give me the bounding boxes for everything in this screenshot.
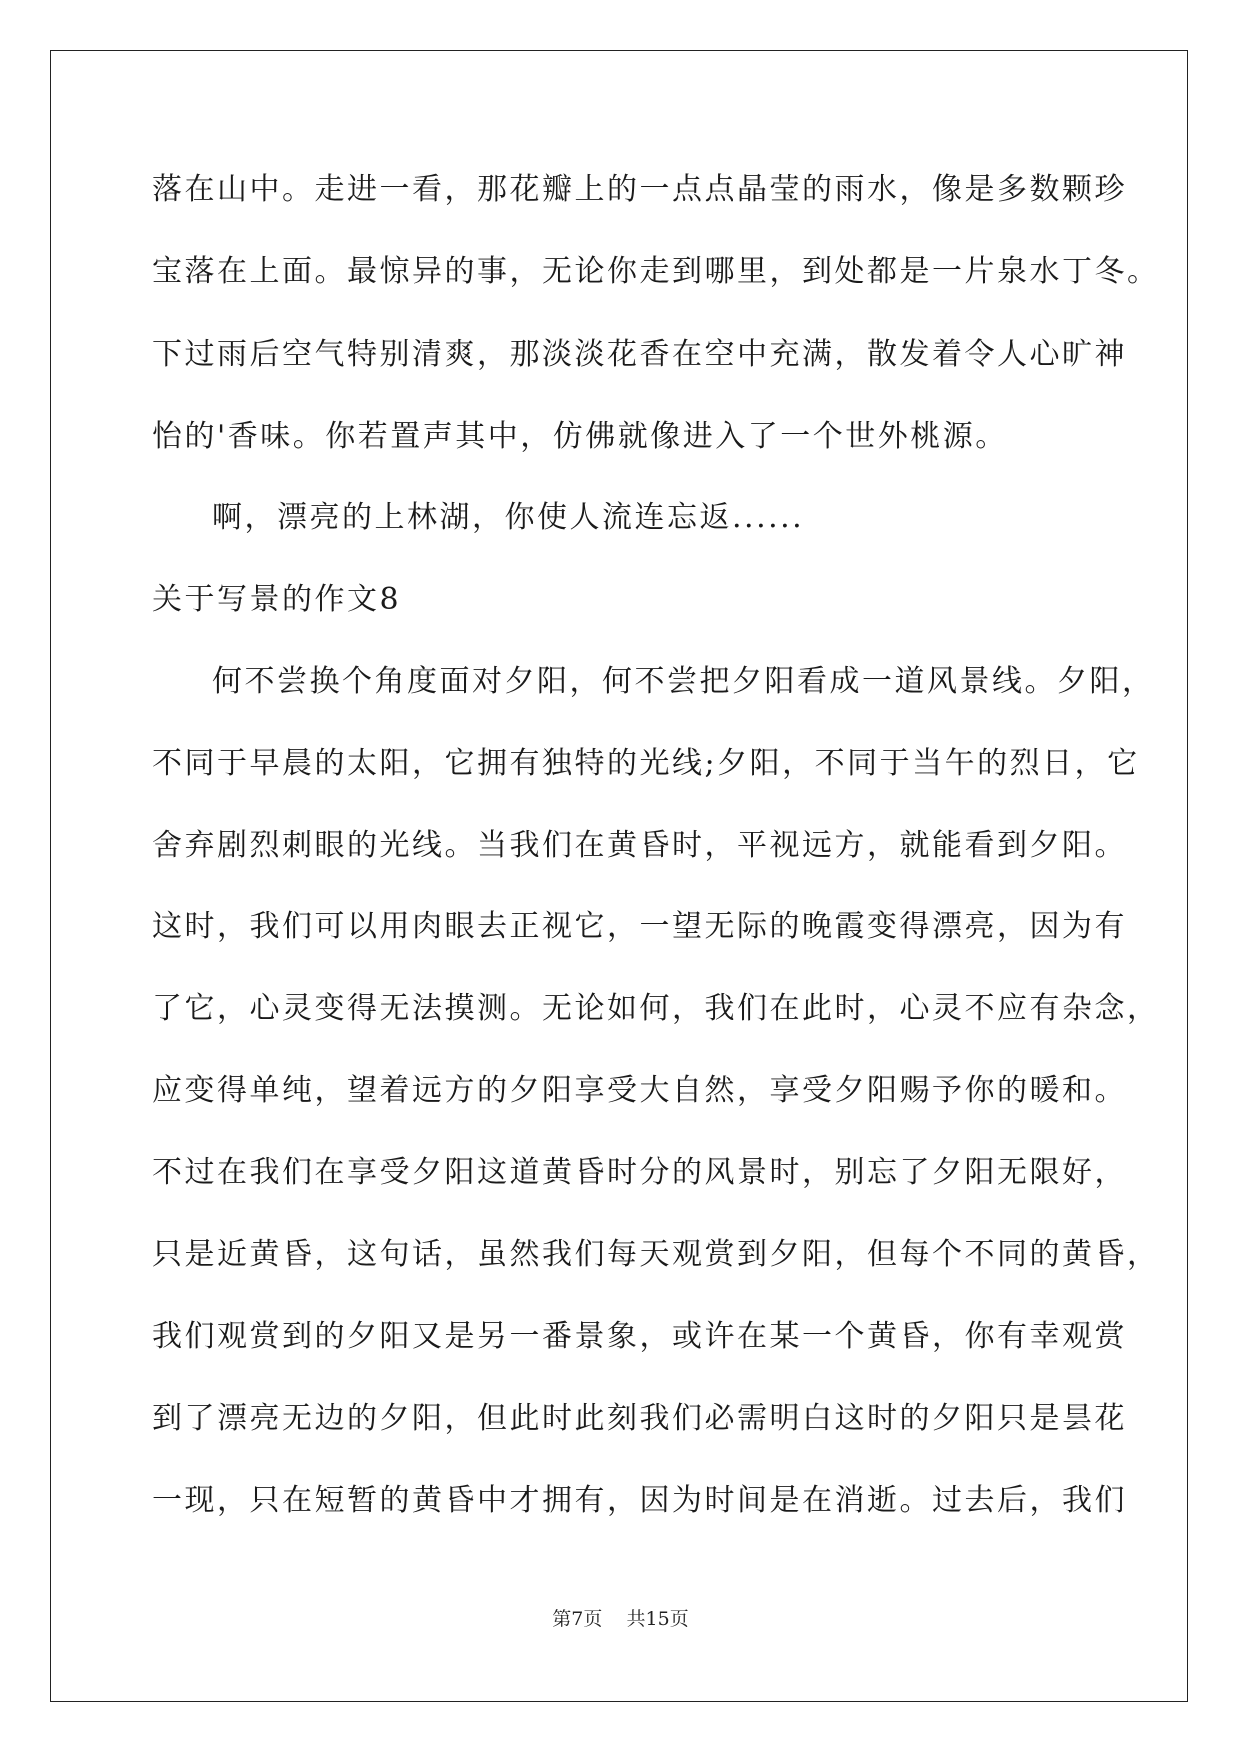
page-border [50,50,1188,1702]
text-line: 宝落在上面。最惊异的事，无论你走到哪里，到处都是一片泉水丁冬。 [152,254,1160,289]
paragraph-line: 啊，漂亮的上林湖，你使人流连忘返...... [212,500,805,535]
section-heading: 关于写景的作文8 [152,582,402,617]
total-pages: 共15页 [626,1608,689,1630]
text-line: 了它，心灵变得无法摸测。无论如何，我们在此时，心灵不应有杂念， [152,991,1160,1026]
page-number: 第7页 [552,1608,603,1630]
text-line: 不过在我们在享受夕阳这道黄昏时分的风景时，别忘了夕阳无限好， [152,1155,1127,1190]
text-line: 应变得单纯，望着远方的夕阳享受大自然，享受夕阳赐予你的暖和。 [152,1073,1127,1108]
text-line: 只是近黄昏，这句话，虽然我们每天观赏到夕阳，但每个不同的黄昏， [152,1237,1160,1272]
text-line: 到了漂亮无边的夕阳，但此时此刻我们必需明白这时的夕阳只是昙花 [152,1401,1127,1436]
text-line: 一现，只在短暂的黄昏中才拥有，因为时间是在消逝。过去后，我们 [152,1483,1127,1518]
text-line: 舍弃剧烈刺眼的光线。当我们在黄昏时，平视远方，就能看到夕阳。 [152,828,1127,863]
text-line: 不同于早晨的太阳，它拥有独特的光线;夕阳，不同于当午的烈日，它 [152,746,1140,781]
page-footer [0,1607,1241,1631]
text-line: 这时，我们可以用肉眼去正视它，一望无际的晚霞变得漂亮，因为有 [152,909,1127,944]
paragraph-line: 何不尝换个角度面对夕阳，何不尝把夕阳看成一道风景线。夕阳， [212,664,1155,699]
text-line: 下过雨后空气特别清爽，那淡淡花香在空中充满，散发着令人心旷神 [152,337,1127,372]
text-line: 落在山中。走进一看，那花瓣上的一点点晶莹的雨水，像是多数颗珍 [152,172,1127,207]
text-line: 怡的'香味。你若置声其中，仿佛就像进入了一个世外桃源。 [152,419,1008,454]
text-line: 我们观赏到的夕阳又是另一番景象，或许在某一个黄昏，你有幸观赏 [152,1319,1127,1354]
